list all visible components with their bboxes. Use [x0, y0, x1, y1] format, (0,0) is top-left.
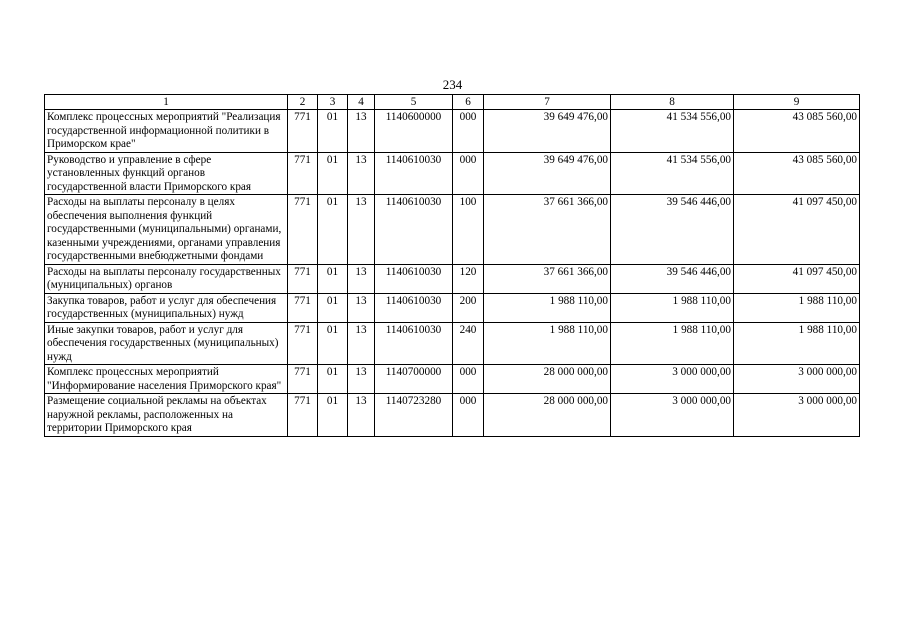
row-ministry-code: 771	[288, 110, 318, 153]
row-expense-type: 000	[453, 110, 484, 153]
row-amount-col7: 28 000 000,00	[484, 365, 611, 394]
row-section-code: 01	[318, 195, 348, 265]
row-amount-col9: 43 085 560,00	[734, 152, 860, 195]
table-row	[45, 293, 860, 322]
row-ministry-code: 771	[288, 322, 318, 365]
row-amount-col9: 1 988 110,00	[734, 322, 860, 365]
row-subsection-code: 13	[348, 195, 375, 265]
row-expense-type: 000	[453, 152, 484, 195]
row-amount-col8: 1 988 110,00	[611, 293, 734, 322]
row-name: Комплекс процессных мероприятий "Реализация государственной информационной политики в Приморском крае"	[45, 110, 288, 153]
header-col-8: 8	[611, 95, 734, 110]
row-section-code: 01	[318, 110, 348, 153]
table-row	[45, 365, 860, 394]
row-amount-col7: 1 988 110,00	[484, 293, 611, 322]
row-section-code: 01	[318, 394, 348, 437]
row-amount-col9: 3 000 000,00	[734, 394, 860, 437]
header-col-5: 5	[375, 95, 453, 110]
row-target-code: 1140610030	[375, 322, 453, 365]
row-name: Расходы на выплаты персоналу государственных (муниципальных) органов	[45, 264, 288, 293]
row-amount-col7: 39 649 476,00	[484, 110, 611, 153]
row-subsection-code: 13	[348, 264, 375, 293]
row-target-code: 1140610030	[375, 152, 453, 195]
table-row	[45, 394, 860, 437]
row-name: Иные закупки товаров, работ и услуг для обеспечения государственных (муниципальных) нужд	[45, 322, 288, 365]
row-subsection-code: 13	[348, 322, 375, 365]
header-col-9: 9	[734, 95, 860, 110]
row-amount-col7: 39 649 476,00	[484, 152, 611, 195]
row-amount-col7: 1 988 110,00	[484, 322, 611, 365]
row-subsection-code: 13	[348, 293, 375, 322]
row-expense-type: 000	[453, 394, 484, 437]
row-target-code: 1140610030	[375, 264, 453, 293]
row-amount-col8: 39 546 446,00	[611, 195, 734, 265]
row-target-code: 1140600000	[375, 110, 453, 153]
row-amount-col9: 41 097 450,00	[734, 264, 860, 293]
header-col-7: 7	[484, 95, 611, 110]
header-col-3: 3	[318, 95, 348, 110]
row-target-code: 1140610030	[375, 293, 453, 322]
row-subsection-code: 13	[348, 152, 375, 195]
row-target-code: 1140700000	[375, 365, 453, 394]
row-amount-col8: 41 534 556,00	[611, 110, 734, 153]
row-amount-col7: 28 000 000,00	[484, 394, 611, 437]
table-row	[45, 195, 860, 265]
row-amount-col8: 41 534 556,00	[611, 152, 734, 195]
row-section-code: 01	[318, 152, 348, 195]
budget-table	[44, 94, 860, 437]
row-amount-col8: 3 000 000,00	[611, 365, 734, 394]
row-target-code: 1140723280	[375, 394, 453, 437]
header-col-6: 6	[453, 95, 484, 110]
row-name: Расходы на выплаты персоналу в целях обеспечения выполнения функций государственными (муниципальными) органами, казенными учреждениями, органами управления государственными внебюджетными фондами	[45, 195, 288, 265]
row-subsection-code: 13	[348, 365, 375, 394]
row-amount-col9: 41 097 450,00	[734, 195, 860, 265]
row-amount-col7: 37 661 366,00	[484, 195, 611, 265]
row-name: Руководство и управление в сфере установленных функций органов государственной власти Приморского края	[45, 152, 288, 195]
row-amount-col8: 3 000 000,00	[611, 394, 734, 437]
row-section-code: 01	[318, 293, 348, 322]
row-amount-col8: 39 546 446,00	[611, 264, 734, 293]
row-expense-type: 120	[453, 264, 484, 293]
header-col-4: 4	[348, 95, 375, 110]
row-amount-col7: 37 661 366,00	[484, 264, 611, 293]
row-subsection-code: 13	[348, 394, 375, 437]
row-subsection-code: 13	[348, 110, 375, 153]
row-amount-col9: 43 085 560,00	[734, 110, 860, 153]
page-number: 234	[442, 77, 463, 92]
table-row	[45, 110, 860, 153]
row-target-code: 1140610030	[375, 195, 453, 265]
header-col-1: 1	[45, 95, 288, 110]
row-amount-col9: 1 988 110,00	[734, 293, 860, 322]
row-name: Закупка товаров, работ и услуг для обеспечения государственных (муниципальных) нужд	[45, 293, 288, 322]
row-section-code: 01	[318, 264, 348, 293]
row-section-code: 01	[318, 322, 348, 365]
table-row	[45, 322, 860, 365]
row-ministry-code: 771	[288, 195, 318, 265]
header-row	[45, 95, 860, 110]
row-amount-col9: 3 000 000,00	[734, 365, 860, 394]
row-name: Размещение социальной рекламы на объектах наружной рекламы, расположенных на территории Приморского края	[45, 394, 288, 437]
table-row	[45, 152, 860, 195]
row-expense-type: 200	[453, 293, 484, 322]
header-col-2: 2	[288, 95, 318, 110]
row-ministry-code: 771	[288, 152, 318, 195]
row-ministry-code: 771	[288, 293, 318, 322]
table-row	[45, 264, 860, 293]
row-expense-type: 000	[453, 365, 484, 394]
row-section-code: 01	[318, 365, 348, 394]
row-ministry-code: 771	[288, 394, 318, 437]
row-expense-type: 100	[453, 195, 484, 265]
row-ministry-code: 771	[288, 365, 318, 394]
row-expense-type: 240	[453, 322, 484, 365]
row-amount-col8: 1 988 110,00	[611, 322, 734, 365]
row-name: Комплекс процессных мероприятий "Информирование населения Приморского края"	[45, 365, 288, 394]
row-ministry-code: 771	[288, 264, 318, 293]
